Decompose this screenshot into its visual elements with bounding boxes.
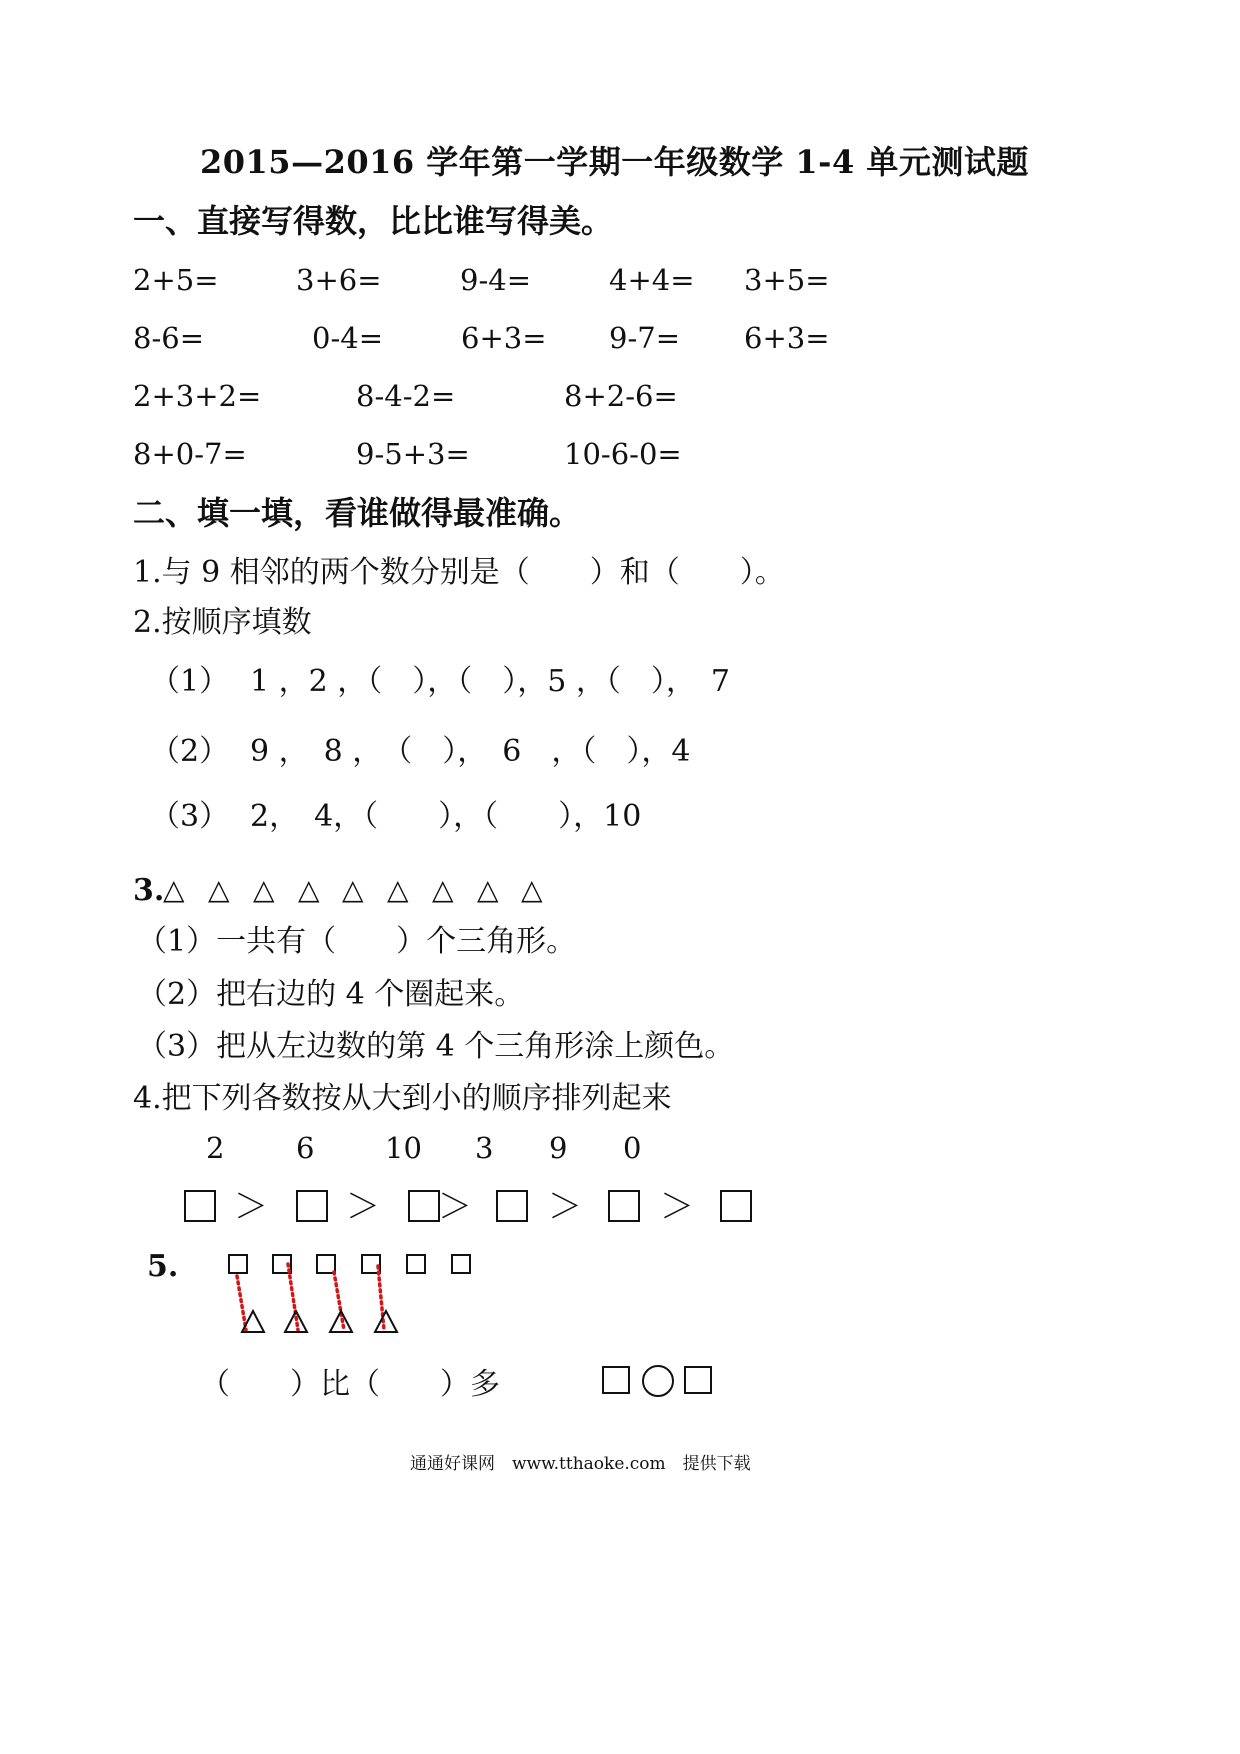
question-3-sub: （1）一共有（ ）个三角形。	[137, 924, 577, 959]
equation: 3+5=	[744, 263, 830, 297]
question-1: 1.与 9 相邻的两个数分别是（ ）和（ ）。	[133, 555, 785, 590]
matching-lines	[237, 1264, 384, 1330]
question-2-label: 2.按顺序填数	[133, 605, 312, 640]
equation: 2+5=	[133, 263, 219, 297]
greater-than-sign: ＞	[346, 1187, 380, 1227]
number-item: 9	[549, 1131, 568, 1165]
square-shape	[684, 1366, 712, 1394]
question-5-fill: （ ）比（ ）多	[200, 1367, 500, 1402]
greater-than-sign: ＞	[438, 1187, 472, 1227]
section-2-heading: 二、填一填，看谁做得最准确。	[133, 494, 582, 532]
equation: 9-4=	[460, 263, 531, 297]
triangle-icon: △	[298, 873, 320, 906]
sequence-number: （1）	[150, 664, 230, 699]
number-item: 0	[623, 1131, 642, 1165]
question-3-label: 3.	[133, 873, 165, 908]
match-line	[237, 1276, 246, 1330]
equation: 9-7=	[609, 321, 680, 355]
equation: 10-6-0=	[564, 437, 682, 471]
page-title: 2015—2016 学年第一学期一年级数学 1-4 单元测试题	[200, 143, 1029, 181]
number-item: 2	[206, 1131, 225, 1165]
triangle-icon: △	[253, 873, 275, 906]
number-item: 10	[385, 1131, 422, 1165]
equation: 8+2-6=	[564, 379, 678, 413]
equation: 8+0-7=	[133, 437, 247, 471]
triangle-icon: △	[342, 873, 364, 906]
question-5-label: 5.	[147, 1249, 179, 1284]
equation: 9-5+3=	[356, 437, 470, 471]
sequence-row: 1 ，2 ，（ ），（ ），5 ，（ ）， 7	[250, 664, 730, 699]
footer-credit: 通通好课网 www.tthaoke.com 提供下载	[410, 1454, 751, 1474]
greater-than-sign: ＞	[660, 1187, 694, 1227]
sequence-row: 9 ， 8 ， （ ）， 6 ，（ ），4	[250, 734, 691, 769]
match-line	[288, 1264, 298, 1330]
greater-than-sign: ＞	[234, 1187, 268, 1227]
equation: 3+6=	[296, 263, 382, 297]
q5-triangles	[242, 1311, 397, 1332]
question-3-sub: （2）把右边的 4 个圈起来。	[137, 977, 525, 1012]
greater-than-sign: ＞	[548, 1187, 582, 1227]
number-item: 3	[475, 1131, 494, 1165]
triangle-icon: △	[477, 873, 499, 906]
triangle-icon: △	[387, 873, 409, 906]
square-shape	[602, 1366, 630, 1394]
triangle-icon: △	[521, 873, 543, 906]
equation: 8-6=	[133, 321, 204, 355]
number-item: 6	[296, 1131, 315, 1165]
section-1-heading: 一、直接写得数，比比谁写得美。	[133, 202, 614, 240]
question-3-sub: （3）把从左边数的第 4 个三角形涂上颜色。	[137, 1029, 735, 1064]
triangle-icon: △	[163, 873, 185, 906]
sequence-number: （2）	[150, 734, 230, 769]
equation: 6+3=	[744, 321, 830, 355]
triangle-icon: △	[432, 873, 454, 906]
circle-shape	[642, 1365, 674, 1397]
sequence-number: （3）	[150, 799, 230, 834]
triangle-shape	[375, 1311, 397, 1332]
equation: 2+3+2=	[133, 379, 262, 413]
equation: 6+3=	[461, 321, 547, 355]
sequence-row: 2， 4，（ ），（ ），10	[250, 799, 642, 834]
equation: 8-4-2=	[356, 379, 456, 413]
equation: 0-4=	[312, 321, 383, 355]
equation: 4+4=	[609, 263, 695, 297]
question-4-label: 4.把下列各数按从大到小的顺序排列起来	[133, 1081, 672, 1116]
triangle-icon: △	[208, 873, 230, 906]
